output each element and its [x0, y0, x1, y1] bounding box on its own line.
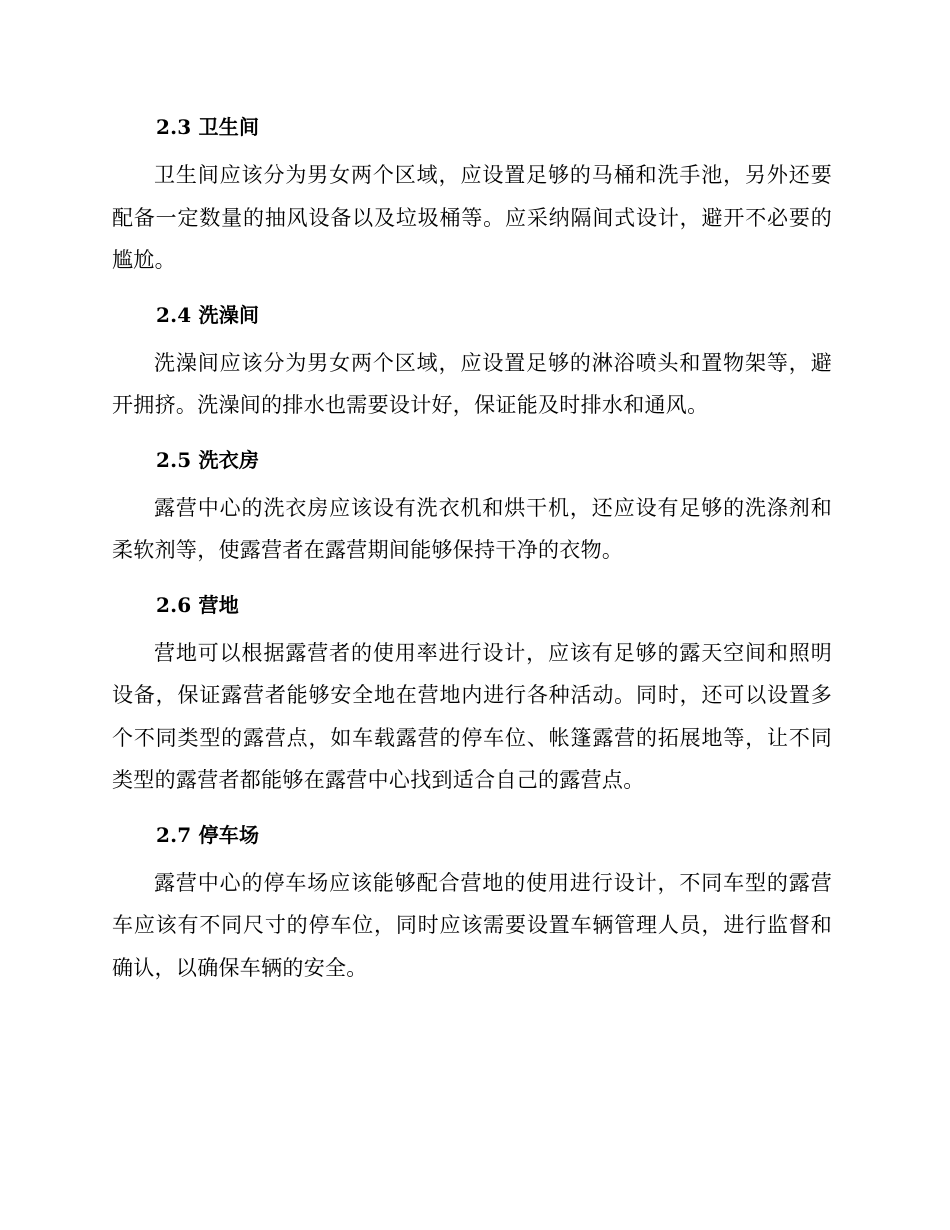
section-heading: 2.6 营地: [156, 592, 239, 617]
section-shower-room: [112, 294, 832, 427]
section-paragraph: 卫生间应该分为男女两个区域，应设置足够的马桶和洗手池，另外还要配备一定数量的抽风设备以及垃圾桶等。应采纳隔间式设计，避开不必要的尴尬。: [112, 163, 832, 272]
section-parking: [112, 814, 832, 990]
section-heading: 2.7 停车场: [156, 822, 260, 847]
section-heading: 2.3 卫生间: [156, 115, 260, 139]
section-laundry: [112, 439, 832, 572]
section-heading: 2.5 洗衣房: [156, 447, 260, 472]
section-campsite: [112, 584, 832, 802]
section-heading: 2.4 洗澡间: [156, 302, 260, 327]
document-page: [112, 106, 832, 1001]
section-paragraph: 洗澡间应该分为男女两个区域，应设置足够的淋浴喷头和置物架等，避开拥挤。洗澡间的排水也需要设计好，保证能及时排水和通风。: [112, 350, 832, 417]
section-paragraph: 露营中心的洗衣房应该设有洗衣机和烘干机，还应设有足够的洗涤剂和柔软剂等，使露营者在露营期间能够保持干净的衣物。: [112, 495, 832, 562]
section-paragraph: 露营中心的停车场应该能够配合营地的使用进行设计，不同车型的露营车应该有不同尺寸的停车位，同时应该需要设置车辆管理人员，进行监督和确认，以确保车辆的安全。: [112, 870, 832, 980]
section-paragraph: 营地可以根据露营者的使用率进行设计，应该有足够的露天空间和照明设备，保证露营者能够安全地在营地内进行各种活动。同时，还可以设置多个不同类型的露营点，如车载露营的停车位、帐篷露营的拓展地等，让不同类型的露营者都能够在露营中心找到适合自己的露营点。: [112, 640, 832, 792]
section-toilet: [112, 106, 832, 282]
